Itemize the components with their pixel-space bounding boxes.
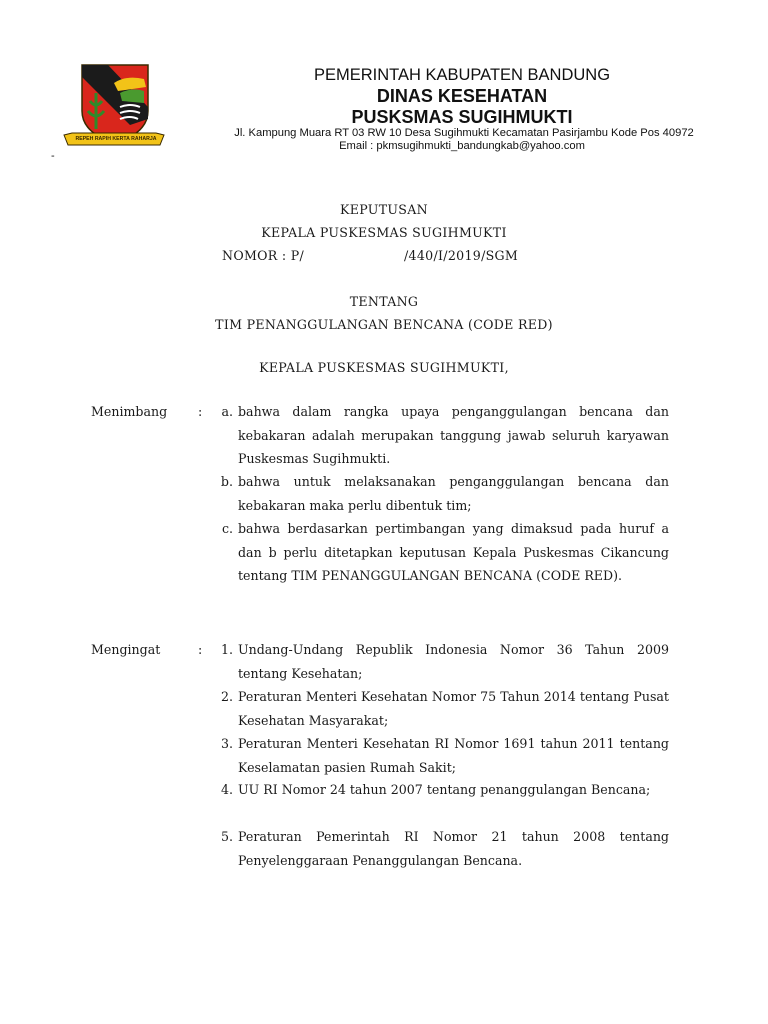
signatory-heading: KEPALA PUSKESMAS SUGIHMUKTI, — [259, 360, 509, 375]
mengingat-marker: 4. — [220, 782, 233, 797]
menimbang-marker: b. — [220, 474, 233, 489]
menimbang-marker: a. — [221, 404, 233, 419]
decree-number-suffix: /440/I/2019/SGM — [404, 248, 519, 263]
mengingat-item: UU RI Nomor 24 tahun 2007 tentang penanggulangan Bencana; — [238, 782, 651, 797]
decree-type: KEPUTUSAN — [340, 202, 428, 217]
mengingat-marker: 5. — [220, 829, 233, 844]
decree-subject: TIM PENANGGULANGAN BENCANA (CODE RED) — [215, 317, 553, 332]
menimbang-colon: : — [198, 404, 203, 419]
mengingat-marker: 1. — [220, 642, 233, 657]
mengingat-item: Peraturan Pemerintah RI Nomor 21 tahun 2008 tentang Penyelenggaraan Penanggulangan Bencana. — [238, 829, 669, 868]
letterhead-department: DINAS KESEHATAN — [376, 86, 548, 106]
mengingat-marker: 3. — [220, 736, 233, 751]
mengingat-colon: : — [198, 642, 203, 657]
menimbang-label: Menimbang — [91, 404, 168, 419]
stray-mark: - — [51, 150, 55, 162]
mengingat-marker: 2. — [220, 689, 233, 704]
menimbang-item: bahwa untuk melaksanakan penganggulangan bencana dan kebakaran maka perlu dibentuk tim; — [238, 474, 669, 513]
letterhead-government: PEMERINTAH KABUPATEN BANDUNG — [313, 66, 611, 84]
menimbang-marker: c. — [221, 521, 233, 536]
mengingat-item: Peraturan Menteri Kesehatan RI Nomor 1691 tahun 2011 tentang Keselamatan pasien Rumah Sakit; — [238, 736, 669, 775]
menimbang-item: bahwa berdasarkan pertimbangan yang dimaksud pada huruf a dan b perlu ditetapkan keputusan Kepala Puskesmas Cikancung tentang TIM PENANGGULANGAN BENCANA (CODE RED). — [238, 521, 669, 583]
decree-about: TENTANG — [349, 294, 419, 309]
decree-number-prefix: NOMOR : P/ — [222, 248, 305, 263]
mengingat-item: Undang-Undang Republik Indonesia Nomor 36 Tahun 2009 tentang Kesehatan; — [238, 642, 669, 681]
crest-motto: REPEH RAPIH KERTA RAHARJA — [75, 136, 157, 142]
mengingat-label: Mengingat — [91, 642, 161, 657]
letterhead-email: Email : pkmsugihmukti_bandungkab@yahoo.com — [339, 140, 585, 152]
menimbang-item: bahwa dalam rangka upaya penganggulangan bencana dan kebakaran adalah merupakan tanggung jawab seluruh karyawan Puskesmas Sugihmukti. — [238, 404, 669, 466]
decree-issuer: KEPALA PUSKESMAS SUGIHMUKTI — [261, 225, 507, 240]
letterhead-institution: PUSKSMAS SUGIHMUKTI — [351, 107, 573, 127]
letterhead-address: Jl. Kampung Muara RT 03 RW 10 Desa Sugihmukti Kecamatan Pasirjambu Kode Pos 40972 — [234, 127, 694, 139]
mengingat-item: Peraturan Menteri Kesehatan Nomor 75 Tahun 2014 tentang Pusat Kesehatan Masyarakat; — [238, 689, 669, 728]
